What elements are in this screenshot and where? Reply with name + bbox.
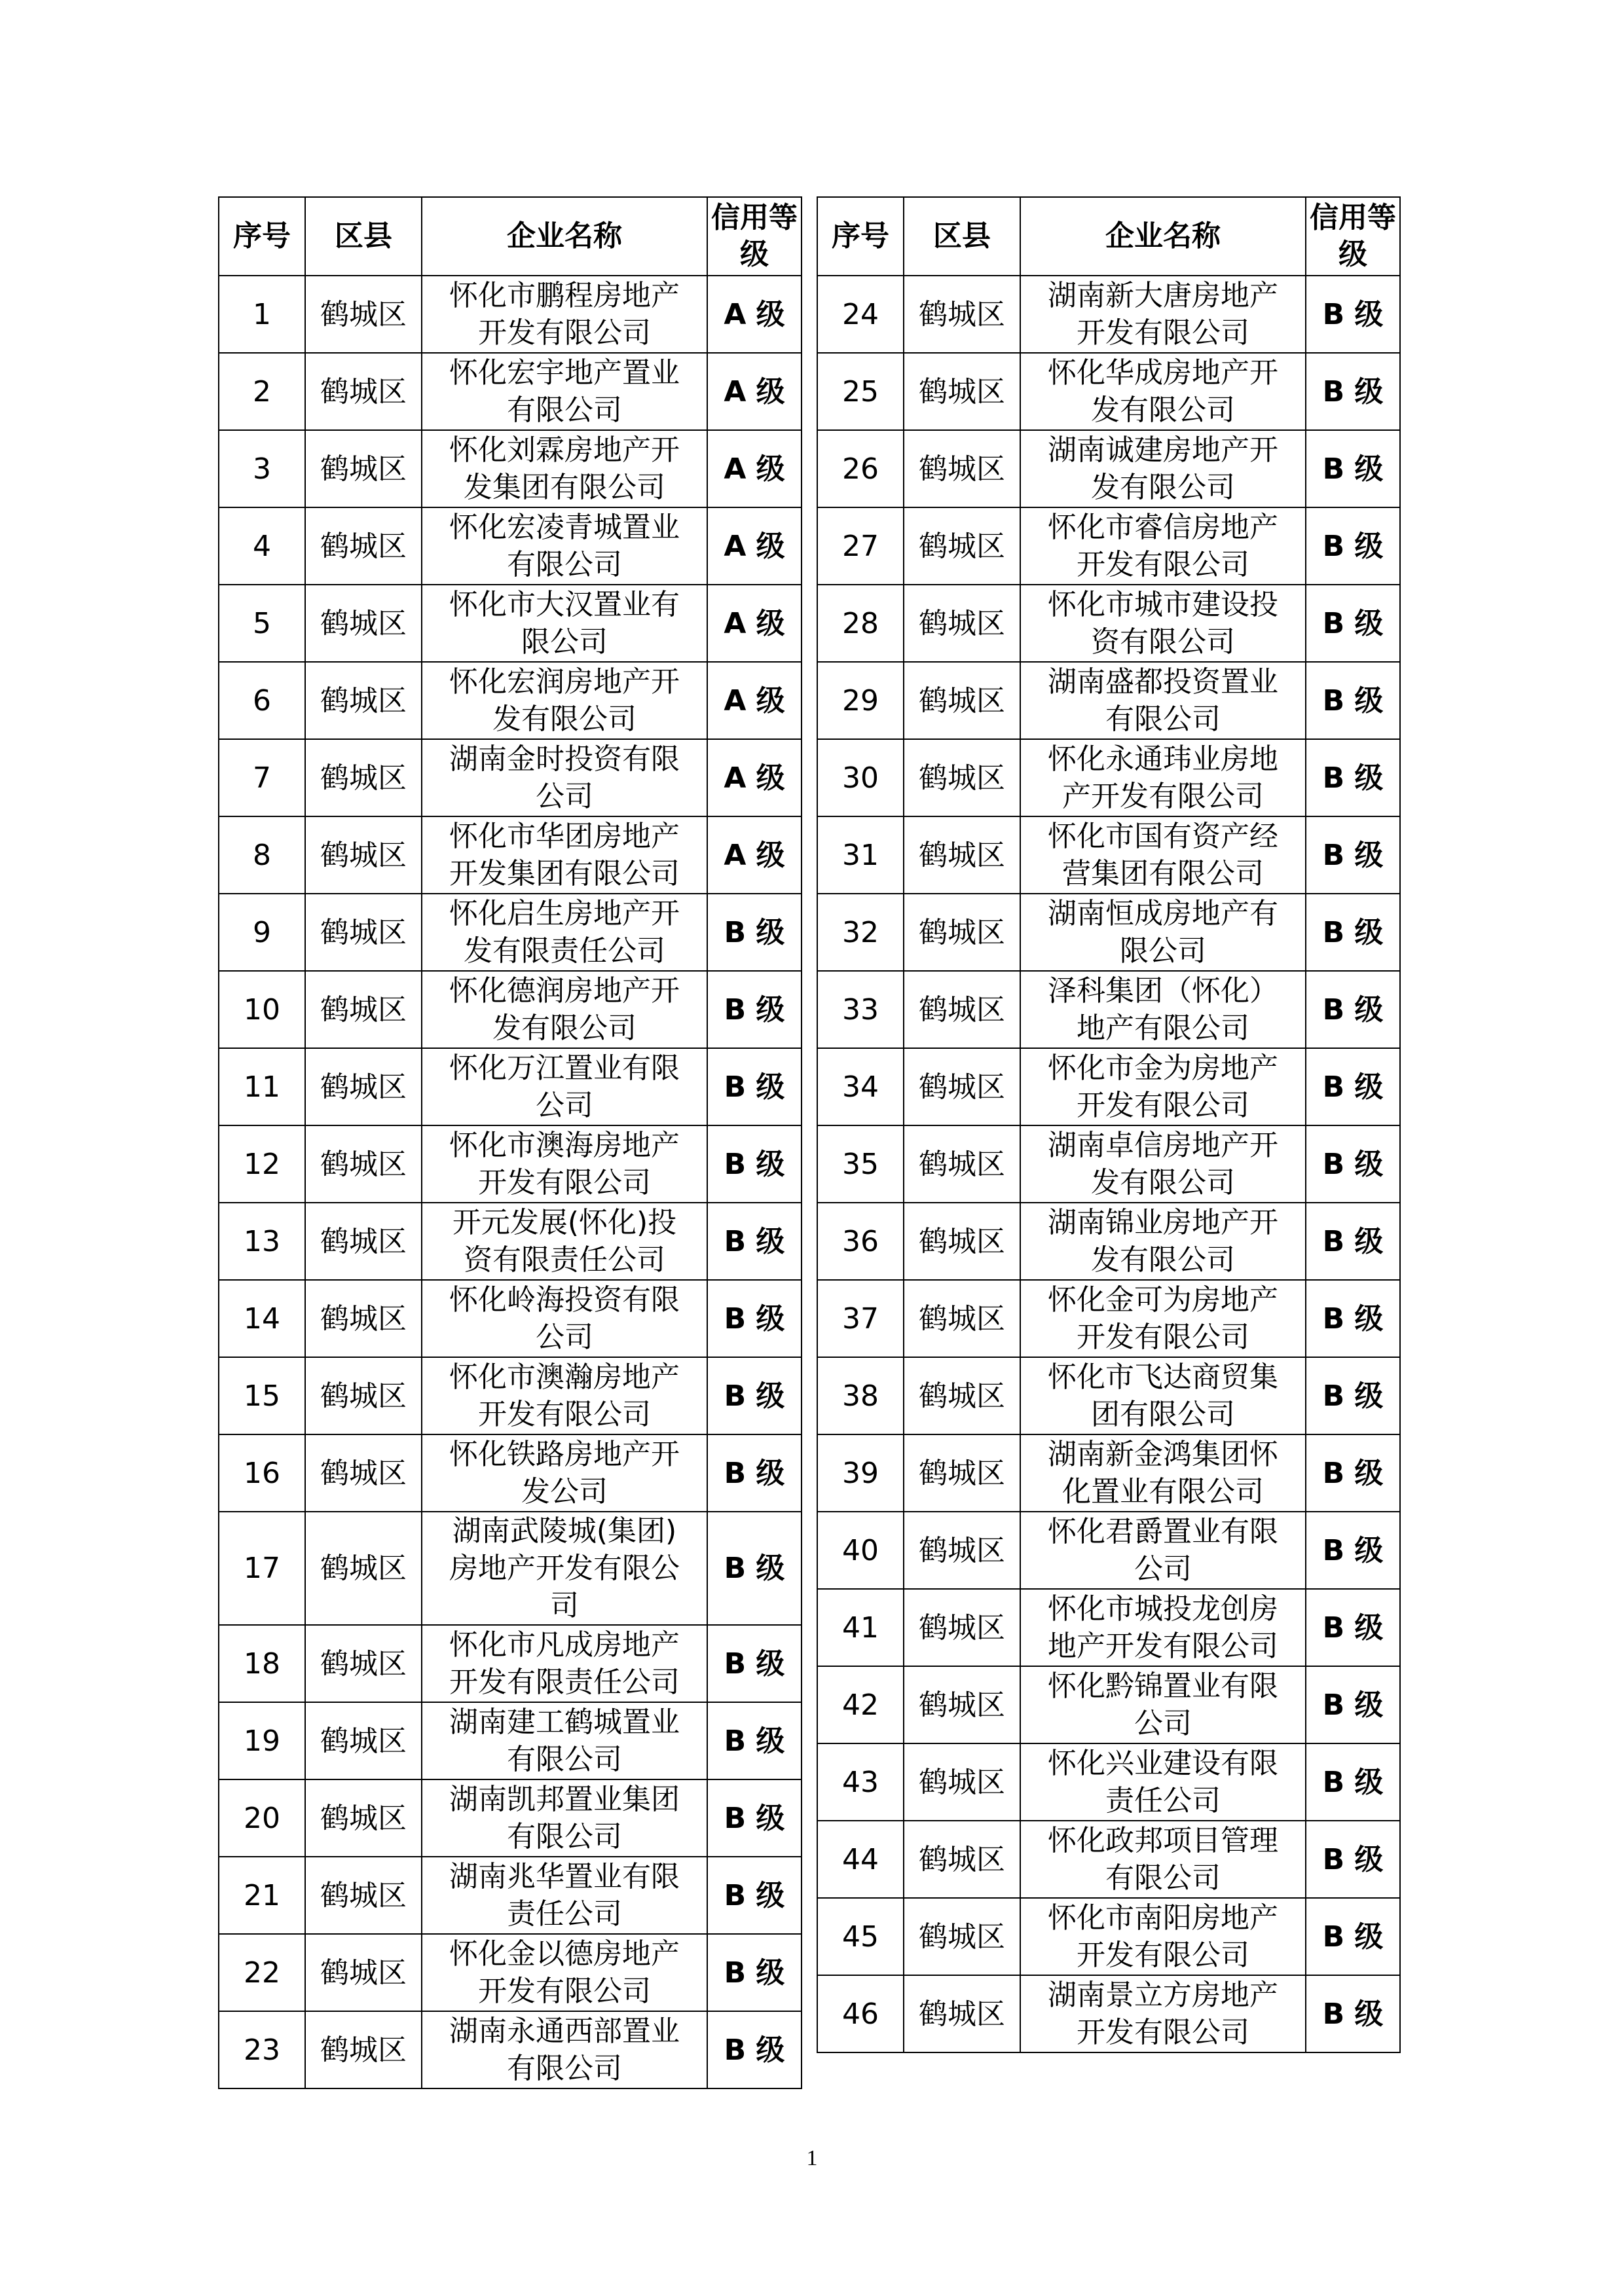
header-district: 区县: [305, 197, 422, 276]
cell-district: 鹤城区: [904, 585, 1020, 662]
table-row: [219, 430, 802, 507]
cell-district: 鹤城区: [904, 1743, 1020, 1821]
cell-company-name: 湖南凯邦置业集团有限公司: [422, 1779, 707, 1857]
cell-district: 鹤城区: [904, 1125, 1020, 1203]
cell-company-name: 怀化宏宇地产置业有限公司: [422, 353, 707, 430]
cell-company-name: 怀化市澳海房地产开发有限公司: [422, 1125, 707, 1203]
cell-seq: 7: [219, 739, 305, 816]
table-row: [817, 1048, 1400, 1125]
cell-credit-grade: B 级: [707, 1702, 802, 1779]
cell-company-name: 怀化岭海投资有限公司: [422, 1280, 707, 1357]
cell-seq: 35: [817, 1125, 904, 1203]
cell-district: 鹤城区: [305, 971, 422, 1048]
table-header-row: [219, 197, 802, 276]
cell-company-name: 怀化市华团房地产开发集团有限公司: [422, 816, 707, 894]
table-row: [219, 1048, 802, 1125]
cell-credit-grade: B 级: [1306, 1975, 1400, 2052]
table-row: [219, 1434, 802, 1512]
cell-seq: 18: [219, 1625, 305, 1702]
cell-seq: 16: [219, 1434, 305, 1512]
cell-credit-grade: B 级: [707, 1125, 802, 1203]
cell-credit-grade: A 级: [707, 276, 802, 353]
cell-seq: 25: [817, 353, 904, 430]
table-row: [219, 353, 802, 430]
table-row: [219, 2011, 802, 2088]
table-row: [219, 662, 802, 739]
cell-credit-grade: B 级: [1306, 1898, 1400, 1975]
cell-credit-grade: B 级: [707, 894, 802, 971]
table-row: [219, 971, 802, 1048]
cell-seq: 40: [817, 1512, 904, 1589]
cell-seq: 38: [817, 1357, 904, 1434]
cell-company-name: 怀化市澳瀚房地产开发有限公司: [422, 1357, 707, 1434]
cell-credit-grade: B 级: [707, 1934, 802, 2011]
cell-seq: 45: [817, 1898, 904, 1975]
cell-district: 鹤城区: [305, 507, 422, 585]
cell-seq: 46: [817, 1975, 904, 2052]
cell-company-name: 怀化市城市建设投资有限公司: [1020, 585, 1306, 662]
cell-seq: 28: [817, 585, 904, 662]
cell-district: 鹤城区: [904, 739, 1020, 816]
table-row: [219, 1357, 802, 1434]
table-row: [219, 1934, 802, 2011]
cell-district: 鹤城区: [305, 894, 422, 971]
cell-credit-grade: A 级: [707, 816, 802, 894]
cell-company-name: 怀化宏凌青城置业有限公司: [422, 507, 707, 585]
page-number: 1: [806, 2146, 818, 2170]
cell-credit-grade: B 级: [1306, 585, 1400, 662]
cell-company-name: 怀化兴业建设有限责任公司: [1020, 1743, 1306, 1821]
cell-district: 鹤城区: [904, 507, 1020, 585]
cell-credit-grade: B 级: [1306, 1821, 1400, 1898]
cell-company-name: 湖南盛都投资置业有限公司: [1020, 662, 1306, 739]
table-row: [219, 1512, 802, 1625]
cell-district: 鹤城区: [904, 662, 1020, 739]
cell-seq: 36: [817, 1203, 904, 1280]
cell-district: 鹤城区: [904, 1589, 1020, 1666]
cell-seq: 30: [817, 739, 904, 816]
table-row: [219, 739, 802, 816]
table-row: [219, 507, 802, 585]
cell-company-name: 湖南新大唐房地产开发有限公司: [1020, 276, 1306, 353]
cell-company-name: 湖南卓信房地产开发有限公司: [1020, 1125, 1306, 1203]
cell-company-name: 湖南景立方房地产开发有限公司: [1020, 1975, 1306, 2052]
cell-company-name: 怀化政邦项目管理有限公司: [1020, 1821, 1306, 1898]
cell-seq: 26: [817, 430, 904, 507]
table-row: [817, 276, 1400, 353]
cell-company-name: 湖南锦业房地产开发有限公司: [1020, 1203, 1306, 1280]
cell-company-name: 怀化市国有资产经营集团有限公司: [1020, 816, 1306, 894]
cell-district: 鹤城区: [305, 1857, 422, 1934]
cell-seq: 31: [817, 816, 904, 894]
cell-district: 鹤城区: [305, 585, 422, 662]
cell-district: 鹤城区: [305, 2011, 422, 2088]
table-body-left: [219, 276, 802, 2088]
cell-district: 鹤城区: [305, 1280, 422, 1357]
cell-company-name: 怀化万江置业有限公司: [422, 1048, 707, 1125]
cell-credit-grade: B 级: [1306, 1280, 1400, 1357]
cell-seq: 21: [219, 1857, 305, 1934]
cell-seq: 41: [817, 1589, 904, 1666]
cell-company-name: 湖南武陵城(集团)房地产开发有限公司: [422, 1512, 707, 1625]
table-row: [817, 507, 1400, 585]
cell-company-name: 怀化铁路房地产开发公司: [422, 1434, 707, 1512]
cell-district: 鹤城区: [305, 662, 422, 739]
cell-district: 鹤城区: [904, 894, 1020, 971]
credit-table-right: [817, 196, 1401, 2053]
cell-seq: 5: [219, 585, 305, 662]
cell-company-name: 怀化市城投龙创房地产开发有限公司: [1020, 1589, 1306, 1666]
cell-credit-grade: B 级: [1306, 1666, 1400, 1743]
table-row: [219, 816, 802, 894]
cell-seq: 34: [817, 1048, 904, 1125]
cell-company-name: 怀化黔锦置业有限公司: [1020, 1666, 1306, 1743]
cell-district: 鹤城区: [305, 1125, 422, 1203]
cell-company-name: 怀化市睿信房地产开发有限公司: [1020, 507, 1306, 585]
cell-seq: 43: [817, 1743, 904, 1821]
cell-company-name: 怀化刘霖房地产开发集团有限公司: [422, 430, 707, 507]
cell-credit-grade: B 级: [1306, 739, 1400, 816]
cell-district: 鹤城区: [904, 1975, 1020, 2052]
cell-seq: 27: [817, 507, 904, 585]
header-grade: 信用等级: [707, 197, 802, 276]
table-row: [219, 1857, 802, 1934]
cell-credit-grade: A 级: [707, 739, 802, 816]
cell-district: 鹤城区: [305, 1779, 422, 1857]
cell-district: 鹤城区: [305, 276, 422, 353]
cell-seq: 20: [219, 1779, 305, 1857]
cell-district: 鹤城区: [904, 1203, 1020, 1280]
cell-credit-grade: B 级: [1306, 1048, 1400, 1125]
cell-district: 鹤城区: [904, 1666, 1020, 1743]
cell-company-name: 湖南建工鹤城置业有限公司: [422, 1702, 707, 1779]
table-row: [817, 1434, 1400, 1512]
cell-seq: 12: [219, 1125, 305, 1203]
table-row: [817, 430, 1400, 507]
table-row: [817, 1975, 1400, 2052]
cell-credit-grade: A 级: [707, 585, 802, 662]
table-row: [817, 1125, 1400, 1203]
header-district: 区县: [904, 197, 1020, 276]
cell-seq: 11: [219, 1048, 305, 1125]
cell-company-name: 怀化市飞达商贸集团有限公司: [1020, 1357, 1306, 1434]
cell-seq: 6: [219, 662, 305, 739]
cell-seq: 29: [817, 662, 904, 739]
cell-company-name: 怀化金可为房地产开发有限公司: [1020, 1280, 1306, 1357]
cell-credit-grade: B 级: [1306, 1357, 1400, 1434]
table-row: [219, 276, 802, 353]
cell-seq: 14: [219, 1280, 305, 1357]
cell-credit-grade: B 级: [707, 1625, 802, 1702]
cell-seq: 33: [817, 971, 904, 1048]
table-row: [817, 585, 1400, 662]
table-row: [817, 739, 1400, 816]
cell-company-name: 湖南金时投资有限公司: [422, 739, 707, 816]
cell-district: 鹤城区: [904, 1357, 1020, 1434]
cell-company-name: 怀化市大汉置业有限公司: [422, 585, 707, 662]
header-company: 企业名称: [422, 197, 707, 276]
cell-company-name: 湖南永通西部置业有限公司: [422, 2011, 707, 2088]
table-row: [219, 585, 802, 662]
cell-seq: 4: [219, 507, 305, 585]
cell-district: 鹤城区: [904, 1821, 1020, 1898]
cell-credit-grade: B 级: [1306, 1743, 1400, 1821]
table-row: [219, 1779, 802, 1857]
table-row: [817, 1357, 1400, 1434]
cell-company-name: 怀化市南阳房地产开发有限公司: [1020, 1898, 1306, 1975]
cell-credit-grade: A 级: [707, 662, 802, 739]
table-row: [219, 1702, 802, 1779]
cell-company-name: 怀化市金为房地产开发有限公司: [1020, 1048, 1306, 1125]
cell-company-name: 湖南新金鸿集团怀化置业有限公司: [1020, 1434, 1306, 1512]
cell-company-name: 怀化市鹏程房地产开发有限公司: [422, 276, 707, 353]
cell-credit-grade: B 级: [707, 1434, 802, 1512]
table-row: [219, 1203, 802, 1280]
cell-district: 鹤城区: [904, 816, 1020, 894]
table-row: [817, 1280, 1400, 1357]
cell-district: 鹤城区: [904, 1434, 1020, 1512]
cell-credit-grade: B 级: [707, 2011, 802, 2088]
cell-district: 鹤城区: [305, 353, 422, 430]
table-header-row: [817, 197, 1400, 276]
cell-district: 鹤城区: [305, 1702, 422, 1779]
cell-company-name: 怀化永通玮业房地产开发有限公司: [1020, 739, 1306, 816]
cell-credit-grade: B 级: [707, 1857, 802, 1934]
table-row: [817, 662, 1400, 739]
cell-seq: 10: [219, 971, 305, 1048]
credit-table-left: [218, 196, 802, 2089]
cell-credit-grade: B 级: [1306, 662, 1400, 739]
cell-company-name: 怀化启生房地产开发有限责任公司: [422, 894, 707, 971]
cell-district: 鹤城区: [305, 739, 422, 816]
table-row: [817, 1512, 1400, 1589]
table-row: [817, 894, 1400, 971]
table-row: [219, 1280, 802, 1357]
cell-company-name: 湖南兆华置业有限责任公司: [422, 1857, 707, 1934]
cell-district: 鹤城区: [305, 1048, 422, 1125]
cell-seq: 3: [219, 430, 305, 507]
cell-district: 鹤城区: [305, 1625, 422, 1702]
cell-credit-grade: B 级: [1306, 430, 1400, 507]
table-row: [817, 1743, 1400, 1821]
cell-company-name: 怀化金以德房地产开发有限公司: [422, 1934, 707, 2011]
cell-credit-grade: B 级: [1306, 1589, 1400, 1666]
cell-district: 鹤城区: [305, 1934, 422, 2011]
cell-district: 鹤城区: [904, 1048, 1020, 1125]
cell-credit-grade: B 级: [1306, 1434, 1400, 1512]
table-row: [817, 1589, 1400, 1666]
cell-company-name: 怀化宏润房地产开发有限公司: [422, 662, 707, 739]
cell-seq: 22: [219, 1934, 305, 2011]
cell-seq: 39: [817, 1434, 904, 1512]
cell-company-name: 怀化市凡成房地产开发有限责任公司: [422, 1625, 707, 1702]
cell-seq: 19: [219, 1702, 305, 1779]
table-row: [817, 971, 1400, 1048]
cell-district: 鹤城区: [305, 1434, 422, 1512]
cell-seq: 8: [219, 816, 305, 894]
cell-credit-grade: A 级: [707, 507, 802, 585]
cell-credit-grade: B 级: [1306, 894, 1400, 971]
table-body-right: [817, 276, 1400, 2052]
table-row: [219, 1125, 802, 1203]
cell-credit-grade: B 级: [1306, 507, 1400, 585]
cell-district: 鹤城区: [904, 1512, 1020, 1589]
cell-seq: 15: [219, 1357, 305, 1434]
cell-district: 鹤城区: [305, 430, 422, 507]
cell-seq: 2: [219, 353, 305, 430]
cell-company-name: 怀化德润房地产开发有限公司: [422, 971, 707, 1048]
cell-credit-grade: B 级: [707, 1203, 802, 1280]
table-row: [219, 1625, 802, 1702]
cell-district: 鹤城区: [904, 276, 1020, 353]
cell-credit-grade: B 级: [707, 1512, 802, 1625]
cell-credit-grade: B 级: [1306, 816, 1400, 894]
cell-credit-grade: B 级: [1306, 1512, 1400, 1589]
cell-company-name: 怀化华成房地产开发有限公司: [1020, 353, 1306, 430]
cell-seq: 13: [219, 1203, 305, 1280]
cell-district: 鹤城区: [904, 1898, 1020, 1975]
cell-district: 鹤城区: [305, 816, 422, 894]
table-row: [817, 816, 1400, 894]
header-grade: 信用等级: [1306, 197, 1400, 276]
table-row: [817, 1898, 1400, 1975]
cell-credit-grade: B 级: [707, 1048, 802, 1125]
cell-credit-grade: B 级: [707, 1779, 802, 1857]
cell-district: 鹤城区: [904, 971, 1020, 1048]
cell-credit-grade: B 级: [707, 1357, 802, 1434]
cell-district: 鹤城区: [904, 1280, 1020, 1357]
cell-seq: 37: [817, 1280, 904, 1357]
cell-company-name: 怀化君爵置业有限公司: [1020, 1512, 1306, 1589]
cell-company-name: 湖南恒成房地产有限公司: [1020, 894, 1306, 971]
header-seq: 序号: [817, 197, 904, 276]
table-row: [817, 1666, 1400, 1743]
cell-seq: 9: [219, 894, 305, 971]
cell-seq: 42: [817, 1666, 904, 1743]
cell-seq: 32: [817, 894, 904, 971]
cell-credit-grade: B 级: [1306, 353, 1400, 430]
cell-seq: 17: [219, 1512, 305, 1625]
cell-seq: 23: [219, 2011, 305, 2088]
cell-district: 鹤城区: [904, 430, 1020, 507]
cell-credit-grade: B 级: [1306, 971, 1400, 1048]
cell-company-name: 湖南诚建房地产开发有限公司: [1020, 430, 1306, 507]
cell-district: 鹤城区: [305, 1512, 422, 1625]
cell-company-name: 泽科集团（怀化）地产有限公司: [1020, 971, 1306, 1048]
cell-credit-grade: B 级: [1306, 276, 1400, 353]
cell-seq: 24: [817, 276, 904, 353]
table-row: [219, 894, 802, 971]
table-row: [817, 1203, 1400, 1280]
cell-credit-grade: B 级: [1306, 1125, 1400, 1203]
header-seq: 序号: [219, 197, 305, 276]
header-company: 企业名称: [1020, 197, 1306, 276]
cell-credit-grade: A 级: [707, 430, 802, 507]
cell-credit-grade: B 级: [707, 1280, 802, 1357]
cell-seq: 44: [817, 1821, 904, 1898]
table-row: [817, 1821, 1400, 1898]
cell-district: 鹤城区: [305, 1357, 422, 1434]
table-row: [817, 353, 1400, 430]
cell-credit-grade: B 级: [1306, 1203, 1400, 1280]
cell-district: 鹤城区: [305, 1203, 422, 1280]
cell-company-name: 开元发展(怀化)投资有限责任公司: [422, 1203, 707, 1280]
cell-district: 鹤城区: [904, 353, 1020, 430]
cell-seq: 1: [219, 276, 305, 353]
cell-credit-grade: B 级: [707, 971, 802, 1048]
cell-credit-grade: A 级: [707, 353, 802, 430]
